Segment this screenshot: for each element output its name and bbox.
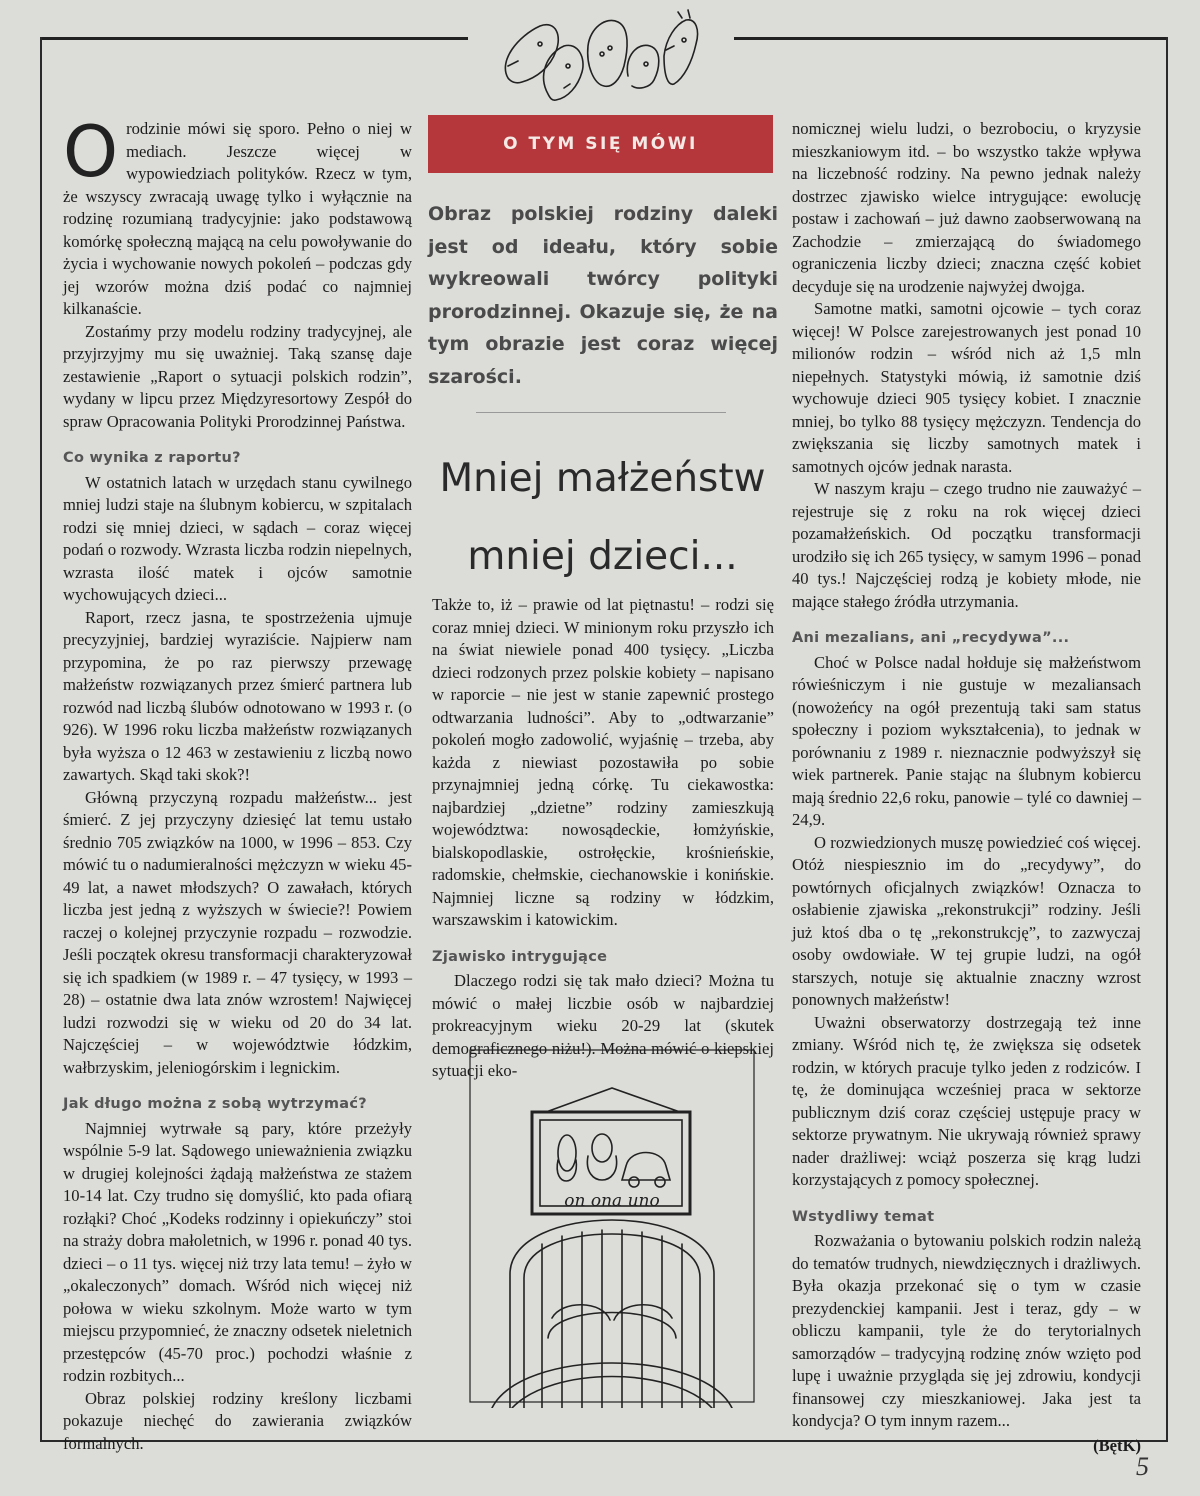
author-signature: (BętK) [1093, 1435, 1141, 1455]
bedroom-cartoon-illustration [462, 1048, 758, 1408]
paragraph: O rozwiedzionych muszę powiedzieć coś więcej. Otóż niespiesznio im do „recydywy”, do powtórnych oficjalnych związków! Oznacza to osłabienie zjawiska „rekonstrukcji” rodziny. Jeśli już ktoś dba o tę „rekonstrukcję”, to zazwyczaj osoby owdowiałe. W tej grupie ludzi, na ogół starszych, notuje się aktualnie znaczny wzrost ponownych małżeństw! [792, 832, 1141, 1009]
subheading-wytrzymac: Jak długo można z sobą wytrzymać? [63, 1096, 367, 1112]
intro-paragraph: Orodzinie mówi się sporo. Pełno o niej w mediach. Jeszcze więcej w wypowiedziach polityków. Rzecz w tym, że wszyscy zwracają uwagę tylko i wyłącznie na rodzinę rozumianą tradycyjnie: jako podstawową komórkę społeczną mającą na celu powoływanie do życia i wychowanie nowych pokoleń – podczas gdy jej wzorów można dziś podać co najmniej kilkanaście. [63, 111, 412, 318]
subheading-mezalians: Ani mezalians, ani „recydywa”... [792, 630, 1070, 646]
article-headline [420, 440, 785, 596]
paragraph: Także to, iż – prawie od lat piętnastu! – rodzi się coraz mniej dzieci. W minionym roku przyszło ich na świat niewiele ponad 400 tysięcy. „Liczba dzieci rodzonych przez polskie kobiety – napisano w raporcie – nie jest w stanie zapewnić prostego odtwarzania ludności”. Aby to „odtwarzanie” pokoleń mogło zadowolić, wyjaśnię – trzeba, aby każda z niewiast pozostawiła po sobie przynajmniej jedną córkę. Tu ciekawostka: najbardziej „dzietne” rodziny zamieszkują województwa: nowosądeckie, łomżyńskie, bialskopodlaskie, ostrołęckie, krośnieńskie, radomskie, chełmskie, ciechanowskie i konińskie. Najmniej liczne są rodziny w łódzkim, warszawskim i katowickim. [432, 595, 774, 929]
paragraph: Raport, rzecz jasna, te spostrzeżenia ujmuje precyzyjniej, bardziej wyraziście. Najpierw nam przypomina, że po raz pierwszy przewagę małżeństw rozwiązanych przez śmierć partnera lub rozwód nad liczbą ślubów odnotowano w 1993 r. (o 926). W 1996 roku liczba małżeństw rozwiązanych była wyższa o 12 463 w zestawieniu z liczbą nowo zawartych. Skąd taki skok?! [63, 607, 412, 784]
lead-paragraph: Obraz polskiej rodziny daleki jest od ideału, który sobie wykreowali twórcy polityki prorodzinnej. Okazuje się, że na tym obrazie jest coraz więcej szarości. [428, 203, 778, 388]
subheading-wstydliwy: Wstydliwy temat [792, 1208, 935, 1225]
paragraph: Choć w Polsce nadal hołduje się małżeństwom rówieśniczym i nie gustuje w mezaliansach (nowożeńcy na ogół prezentują taki sam status społeczny i poziom wykształcenia), to jednak w porównaniu z 1989 r. nieznacznie podwyższył się wiek partnerek. Panie stając na ślubnym kobiercu mają średnio 22,6 roku, panowie – tylé co dawniej – 24,9. [792, 652, 1141, 829]
headline-line-1: Mniej małżeństw [439, 456, 766, 501]
page-number: 5 [1136, 1452, 1149, 1481]
divider [476, 412, 726, 413]
headline-line-2: mniej dzieci... [467, 534, 738, 579]
paragraph: Dlaczego rodzi się tak mało dzieci? Można tu mówić o małej liczbie osób w najbardziej prokreacyjnym wieku 20-29 lat (skutek demograficznego niżu!). Można mówić o kiepskiej sytuacji eko- [432, 971, 774, 1080]
subheading-zjawisko: Zjawisko intrygujące [432, 948, 608, 965]
subheading-raport: Co wynika z raportu? [63, 450, 241, 466]
faces-sketch-illustration [478, 6, 718, 106]
paragraph: nomicznej wielu ludzi, o bezrobociu, o kryzysie mieszkaniowym itd. – bo wszystko także wpływa na liczebność rodziny. Na pewno jednak należy dostrzec zjawisko wielce intrygujące: ewolucję postaw i zachowań – już dawno zaobserwowaną na Zachodzie – zmierzającą do świadomego ograniczenia liczby dzieci; znaczna część kobiet decyduje się na urodzenie najwyżej dwojga. [792, 119, 1141, 296]
paragraph: W ostatnich latach w urzędach stanu cywilnego mniej ludzi staje na ślubnym kobiercu, w szpitalach rodzi się mniej dzieci, w sądach – coraz więcej podań o rozwody. Wzrasta liczba rodzin niepelnych, wzrasta ilość matek i ojców samotnie wychowujących dzieci... [63, 472, 412, 604]
paragraph: Samotne matki, samotni ojcowie – tych coraz więcej! W Polsce zarejestrowanych jest ponad 10 milionów rodzin – wśród nich aż 1,5 mln niepełnych. Statystyki mówią, iż samotnie dziś wychowuje dzieci 905 tysięcy kobiet. I znacznie mniej, bo tylko 88 tysięcy mężczyzn. Tendencja do zwiększania się liczby samotnych matek i samotnych ojców jednak narasta. [792, 299, 1141, 476]
paragraph: Główną przyczyną rozpadu małżeństw... jest śmierć. Z jej przyczyny dziesięć lat temu ustało średnio 705 związków na 1000, w 1996 – 853. Czy mówić tu o nadumieralności mężczyzn w wieku 45-49 lat, a nawet młodszych? O zawałach, których liczba jest jedną z wyższych w świecie?! Powiem raczej o kolejnej przyczynie rozpadu – rozwodzie. Jeśli początek okresu transformacji charakteryzował się ich spadkiem (w 1989 r. – 47 tysięcy, w 1993 – 28) – ostatnie dwa lata znów wzrostem! Najwięcej ludzi rozwodzi się w wieku od 20 do 34 lat. Najczęściej – w województwie łódzkim, wałbrzyskim, jeleniogórskim i legnickim. [63, 787, 412, 1077]
section-banner: O TYM SIĘ MÓWI [428, 115, 773, 173]
drop-cap: O [63, 111, 119, 193]
paragraph: Uważni obserwatorzy dostrzegają też inne zmiany. Wśród nich tę, że zwiększa się odsetek rodzin, w których pracuje tylko jeden z rodziców. I tę, że dominująca wcześniej praca w sektorze publicznym dziś coraz częściej ustępuje pracy w sektorze prywatnym. Nie ukrywają również sprawy nader drażliwej: wciąż poszerza się krąg ludzi korzystających z pomocy społecznej. [792, 1012, 1141, 1189]
column-middle [432, 594, 774, 1083]
paragraph: W naszym kraju – czego trudno nie zauważyć – rejestruje się z roku na rok więcej dzieci pozamałżeńskich. Od początku transformacji urodziło się ich 265 tysięcy, w samym 1996 – ponad 40 tys.! Najczęściej rodzą je kobiety młode, nie mające stałego źródła utrzymania. [792, 479, 1141, 611]
paragraph: Najmniej wytrwałe są pary, które przeżyły wspólnie 5-9 lat. Sądowego unieważnienia związku w drugiej kolejności żądają małżeństwa ze stażem 10-14 lat. Czy trudno się domyślić, kto pada ofiarą rozłąki? Choć „Kodeks rodzinny i opiekuńczy” stoi na straży dobra małoletnich, w 1996 r. ponad 40 tys. dzieci – o 11 tys. więcej niż trzy lata temu! – żyło w „okaleczonych” domach. Wśród nich więcej niż połowa w wieku szkolnym. Może warto w tym miejscu przypomnieć, że znaczny odsetek nieletnich przestępców (45-70 proc.) pochodzi właśnie z rodzin rozbitych... [63, 1118, 412, 1385]
column-right [792, 118, 1141, 1457]
picture-caption: on ona uno [564, 1191, 660, 1211]
paragraph: Obraz polskiej rodziny kreślony liczbami pokazuje niechęć do zawierania związków formalnych. [63, 1388, 412, 1453]
column-left [63, 111, 412, 1455]
paragraph: Zostańmy przy modelu rodziny tradycyjnej, ale przyjrzyjmy mu się uważniej. Taką szansę daje zestawienie „Raport o sytuacji polskich rodzin”, wydany w lipcu przez Międzyresortowy Zespół do spraw Opracowania Polityki Prorodzinnej Państwa. [63, 321, 412, 431]
paragraph: Rozważania o bytowaniu polskich rodzin należą do tematów trudnych, niewdzięcznych i drażliwych. Była okazja przekonać się o tym w czasie prezydenckiej kampanii. Jest i teraz, gdy – w obliczu kampanii, tyle że do terytorialnych samorządów – tradycyjną rodzinę znów wzięto pod lupę i uważnie przygląda się jej zdrowiu, kondycji finansowej czy mieszkaniowej. Jaka jest ta kondycja? O tym innym razem... [792, 1231, 1141, 1430]
